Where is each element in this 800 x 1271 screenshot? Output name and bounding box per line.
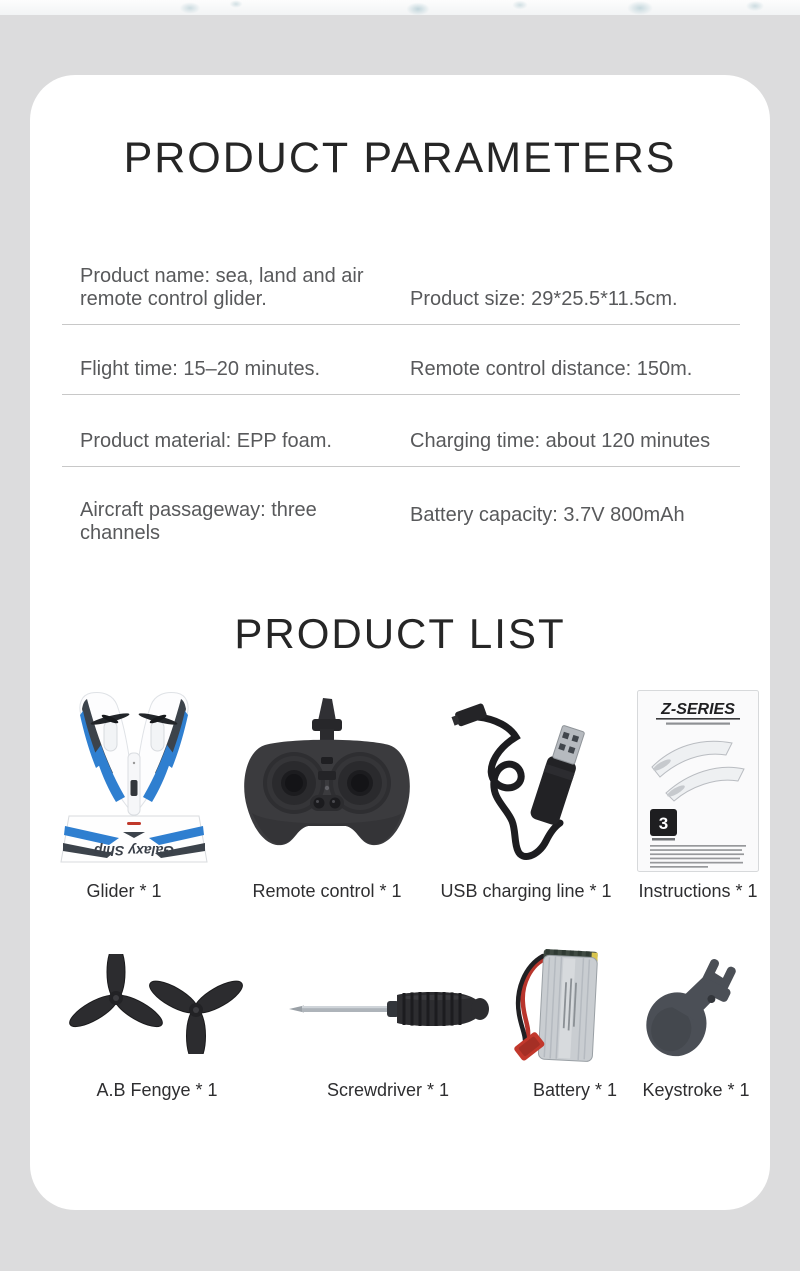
screwdriver-image <box>286 986 491 1032</box>
parameter-right: Charging time: about 120 minutes <box>410 429 711 452</box>
glider-image <box>53 685 215 875</box>
usb-cable-image <box>450 691 602 871</box>
product-item-remote-control <box>227 683 427 902</box>
parameter-left: Flight time: 15–20 minutes. <box>80 357 321 380</box>
product-label: Instructions * 1 <box>638 881 758 901</box>
parameter-left: Product material: EPP foam. <box>80 429 332 452</box>
parameter-left: Aircraft passageway: three channels <box>80 498 317 544</box>
product-item-propellers <box>57 952 257 1101</box>
product-label: Keystroke * 1 <box>642 1080 750 1100</box>
battery-image <box>501 942 609 1068</box>
product-label: USB charging line * 1 <box>440 881 612 901</box>
product-label: Remote control * 1 <box>252 881 402 901</box>
propellers-image <box>60 954 255 1054</box>
product-label: Screwdriver * 1 <box>326 1080 450 1100</box>
product-item-battery <box>517 952 633 1101</box>
product-item-glider <box>34 683 214 902</box>
keystroke-image <box>638 954 754 1064</box>
parameter-left: Product name: sea, land and air remote control glider. <box>80 264 364 310</box>
parameter-row <box>62 253 740 325</box>
product-item-keystroke <box>628 952 764 1101</box>
parameter-row <box>62 467 740 560</box>
instructions-image <box>636 689 760 873</box>
parameter-right: Product size: 29*25.5*11.5cm. <box>410 287 678 310</box>
parameter-row <box>62 395 740 467</box>
parameter-right: Remote control distance: 150m. <box>410 357 693 380</box>
product-list-title: PRODUCT LIST <box>234 610 566 657</box>
remote-control-image <box>232 695 422 867</box>
parameter-row <box>62 325 740 395</box>
parameter-right: Battery capacity: 3.7V 800mAh <box>410 503 685 526</box>
product-item-screwdriver <box>278 952 498 1101</box>
instructions-channels-number: 3 <box>658 814 669 833</box>
product-label: Glider * 1 <box>86 881 162 901</box>
product-label: Battery * 1 <box>532 1080 618 1100</box>
product-label: A.B Fengye * 1 <box>96 1080 218 1100</box>
product-parameters-title: PRODUCT PARAMETERS <box>123 134 677 182</box>
product-item-usb-cable <box>433 683 619 902</box>
product-item-instructions <box>620 683 776 902</box>
decorative-droplets-strip <box>0 0 800 15</box>
instructions-series-title: Z-SERIES <box>661 701 735 718</box>
parameters-table <box>62 253 740 560</box>
glider-brand-text: Galaxy Ship <box>93 843 175 859</box>
content-card <box>30 75 770 1210</box>
